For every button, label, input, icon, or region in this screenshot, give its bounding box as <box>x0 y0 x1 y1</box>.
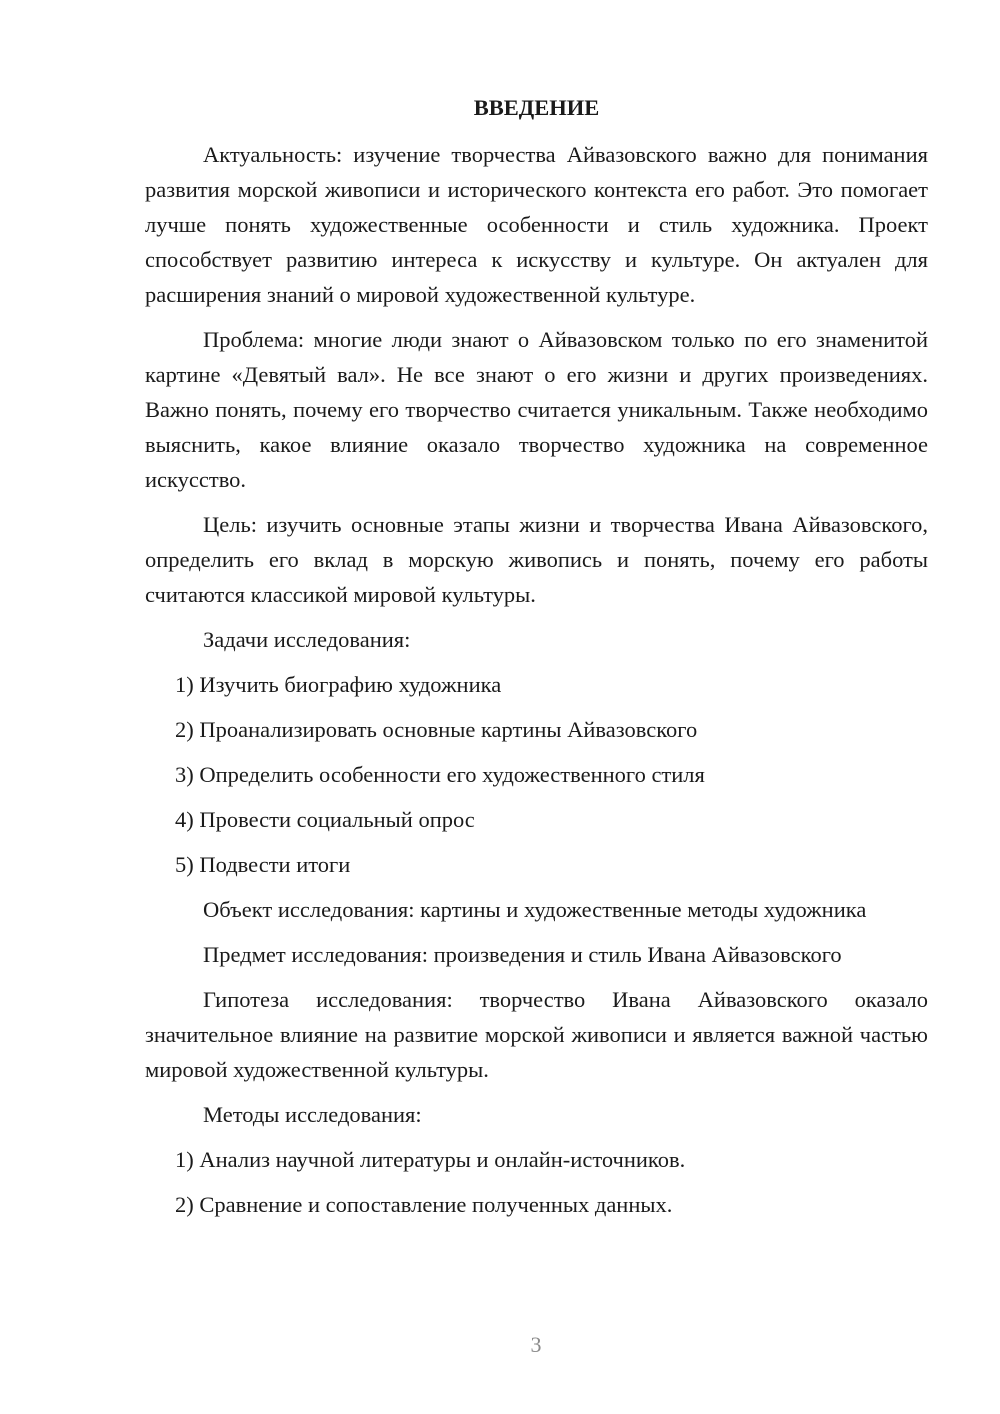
methods-heading: Методы исследования: <box>203 1102 422 1127</box>
list-item: 5) Подвести итоги <box>175 852 351 877</box>
problem-paragraph: Проблема: многие люди знают о Айвазовском только по его знаменитой картине «Девятый вал». Не все знают о его жизни и других произведениях. Важно понять, почему его творчество считается уникальным. Также необходимо выяснить, какое влияние оказало творчество художника на современное искусство. <box>145 327 928 492</box>
list-item: 1) Изучить биографию художника <box>175 672 502 697</box>
list-item: 2) Проанализировать основные картины Айвазовского <box>175 717 698 742</box>
subject-paragraph: Предмет исследования: произведения и стиль Ивана Айвазовского <box>203 942 842 967</box>
list-item: 4) Провести социальный опрос <box>175 807 475 832</box>
list-item: 2) Сравнение и сопоставление полученных данных. <box>175 1192 673 1217</box>
page-title: ВВЕДЕНИЕ <box>473 95 600 120</box>
list-item: 1) Анализ научной литературы и онлайн-источников. <box>175 1147 686 1172</box>
hypothesis-paragraph: Гипотеза исследования: творчество Ивана Айвазовского оказало значительное влияние на развитие морской живописи и является важной частью мировой художественной культуры. <box>145 987 928 1082</box>
goal-paragraph: Цель: изучить основные этапы жизни и творчества Ивана Айвазовского, определить его вклад в морскую живопись и понять, почему его работы считаются классикой мировой культуры. <box>145 512 928 607</box>
object-paragraph: Объект исследования: картины и художественные методы художника <box>203 897 867 922</box>
document-page <box>145 90 928 1232</box>
relevance-paragraph: Актуальность: изучение творчества Айвазовского важно для понимания развития морской живописи и исторического контекста его работ. Это помогает лучше понять художественные особенности и стиль художника. Проект способствует развитию интереса к искусству и культуре. Он актуален для расширения знаний о мировой художественной культуре. <box>145 142 928 307</box>
list-item: 3) Определить особенности его художественного стиля <box>175 762 705 787</box>
tasks-list <box>145 667 928 882</box>
tasks-heading: Задачи исследования: <box>203 627 411 652</box>
page-number: 3 <box>530 1332 542 1357</box>
methods-list <box>145 1142 928 1222</box>
